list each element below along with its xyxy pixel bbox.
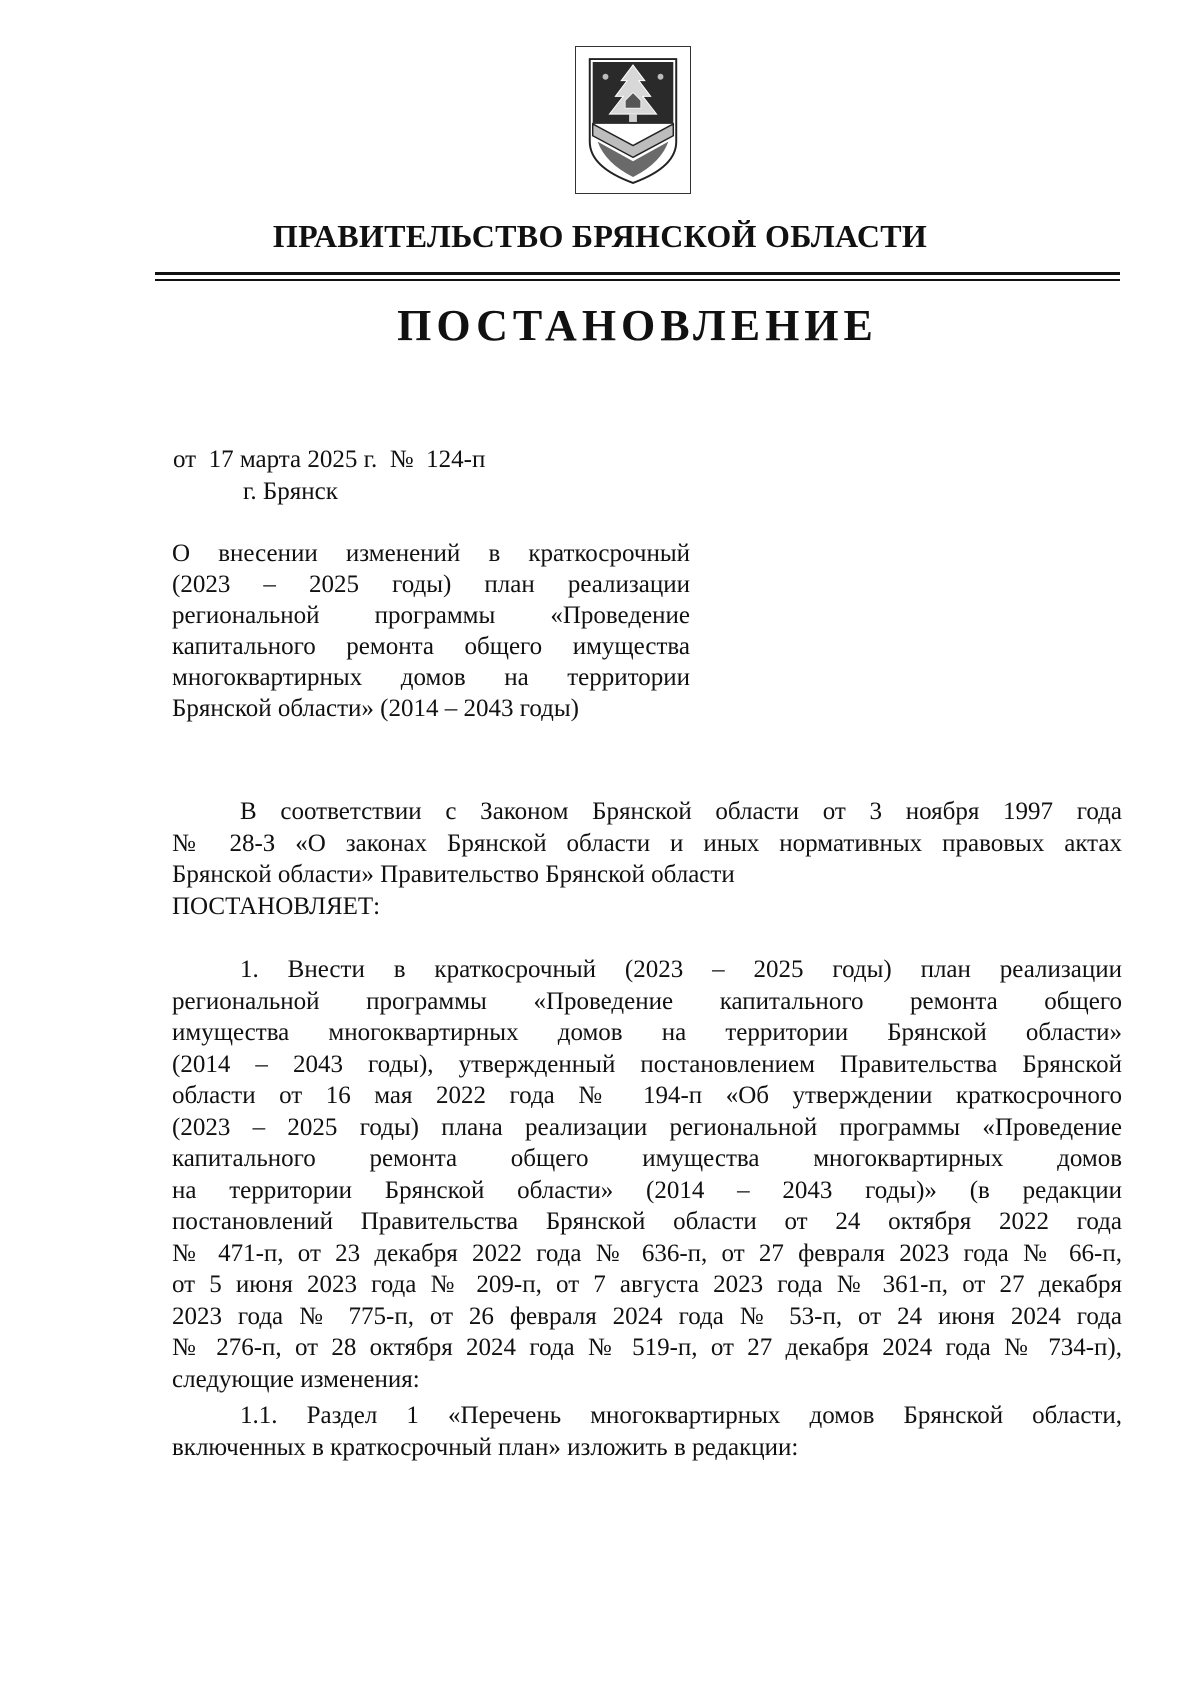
government-title: ПРАВИТЕЛЬСТВО БРЯНСКОЙ ОБЛАСТИ bbox=[272, 218, 928, 254]
document-subject bbox=[172, 538, 690, 724]
subject-line: капитального ремонта общего имущества bbox=[172, 633, 690, 660]
text-line: постановлений Правительства Брянской области от 24 октября 2022 года bbox=[172, 1208, 1122, 1235]
header-divider-thick bbox=[155, 272, 1120, 275]
text-line: на территории Брянской области» (2014 – 2043 годы)» (в редакции bbox=[172, 1176, 1122, 1204]
coat-of-arms-icon bbox=[575, 46, 691, 194]
document-type-title: ПОСТАНОВЛЕНИЕ bbox=[397, 301, 878, 350]
item-1-paragraph bbox=[172, 954, 1122, 1395]
text-line: области от 16 мая 2022 года № 194-п «Об утверждении краткосрочного bbox=[172, 1082, 1122, 1109]
subject-line: Брянской области» (2014 – 2043 годы) bbox=[172, 695, 579, 722]
text-line: капитального ремонта общего имущества многоквартирных домов bbox=[172, 1145, 1122, 1172]
item-1-1-paragraph bbox=[172, 1400, 1122, 1463]
subject-line: региональной программы «Проведение bbox=[172, 602, 690, 629]
subject-line: (2023 – 2025 годы) план реализации bbox=[172, 571, 690, 598]
date-and-number: от 17 марта 2025 г. № 124-п bbox=[173, 446, 486, 473]
text-line: имущества многоквартирных домов на территории Брянской области» bbox=[172, 1019, 1122, 1046]
text-line: от 5 июня 2023 года № 209-п, от 7 августа 2023 года № 361-п, от 27 декабря bbox=[172, 1271, 1122, 1298]
subject-line: О внесении изменений в краткосрочный bbox=[172, 540, 690, 567]
resolves-heading: ПОСТАНОВЛЯЕТ: bbox=[172, 892, 381, 920]
text-line: (2023 – 2025 годы) плана реализации региональной программы «Проведение bbox=[172, 1113, 1122, 1141]
subject-line: многоквартирных домов на территории bbox=[172, 664, 690, 691]
text-line: В соответствии с Законом Брянской области от 3 ноября 1997 года bbox=[240, 798, 1122, 825]
text-line: 2023 года № 775-п, от 26 февраля 2024 года № 53-п, от 24 июня 2024 года bbox=[172, 1302, 1122, 1330]
text-line: № 471-п, от 23 декабря 2022 года № 636-п, от 27 февраля 2023 года № 66-п, bbox=[172, 1239, 1122, 1267]
text-line: № 276-п, от 28 октября 2024 года № 519-п, от 27 декабря 2024 года № 734-п), bbox=[172, 1334, 1122, 1361]
city: г. Брянск bbox=[243, 478, 338, 505]
text-line: Брянской области» Правительство Брянской области bbox=[172, 861, 735, 888]
preamble-paragraph bbox=[172, 796, 1122, 922]
text-line: 1.1. Раздел 1 «Перечень многоквартирных домов Брянской области, bbox=[240, 1402, 1122, 1429]
text-line: включенных в краткосрочный план» изложить в редакции: bbox=[172, 1433, 799, 1461]
text-line: № 28-З «О законах Брянской области и иных нормативных правовых актах bbox=[172, 829, 1122, 857]
header-divider-thin bbox=[155, 279, 1120, 281]
text-line: следующие изменения: bbox=[172, 1365, 420, 1393]
text-line: (2014 – 2043 годы), утвержденный постановлением Правительства Брянской bbox=[172, 1050, 1122, 1078]
text-line: региональной программы «Проведение капитального ремонта общего bbox=[172, 987, 1122, 1015]
text-line: 1. Внести в краткосрочный (2023 – 2025 годы) план реализации bbox=[240, 956, 1122, 983]
